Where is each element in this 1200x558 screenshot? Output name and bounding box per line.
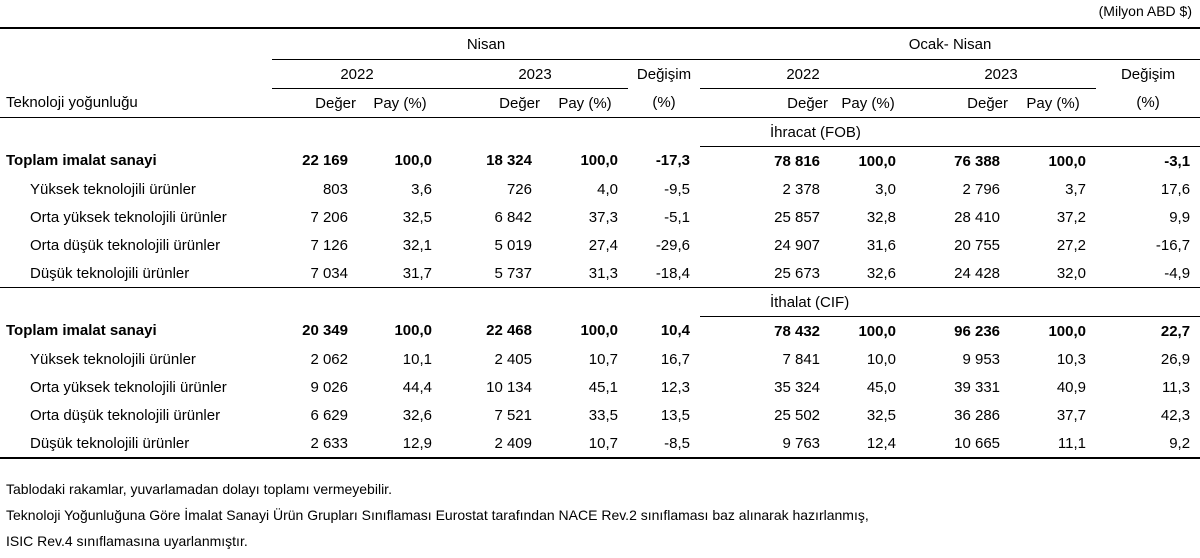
table-cell: 78 816 [774, 152, 821, 170]
table-cell: 32,8 [866, 208, 897, 226]
table-cell: 18 324 [486, 152, 532, 170]
header-row-year [0, 60, 1200, 89]
section-title-row [0, 288, 1200, 317]
table-cell: 6 629 [310, 406, 348, 424]
table-cell: 100,0 [858, 322, 897, 340]
table-row [0, 259, 1200, 288]
table-cell: 9,9 [1169, 208, 1191, 226]
table-cell: 10,4 [660, 322, 691, 340]
table-cell: 39 331 [954, 378, 1001, 396]
table-cell: -17,3 [655, 152, 691, 170]
table-cell: 37,7 [1056, 406, 1087, 424]
table-cell: 40,9 [1056, 378, 1087, 396]
table-cell: 803 [322, 180, 348, 198]
table-cell: 22,7 [1160, 322, 1191, 340]
table-row-total [0, 147, 1200, 176]
row-label: Düşük teknolojili ürünler [30, 264, 190, 282]
table-cell: -29,6 [655, 236, 691, 254]
table-row [0, 429, 1200, 458]
table-cell: 17,6 [1160, 180, 1191, 198]
table-row [0, 175, 1200, 203]
table-cell: 20 349 [302, 322, 348, 340]
header-change-cum: Değişim [1120, 65, 1176, 83]
header-share: Pay (%) [542, 89, 628, 118]
header-row-period [0, 28, 1200, 60]
section-title: İthalat (CIF) [700, 288, 1200, 317]
table-cell: -3,1 [1164, 152, 1191, 170]
table-cell: 2 409 [442, 429, 542, 458]
table-cell: 31,3 [588, 264, 618, 282]
table-cell: 27,2 [1056, 236, 1087, 254]
table-cell: 3,6 [411, 180, 432, 198]
table-cell: 2 633 [272, 429, 358, 458]
table-cell: 11,3 [1161, 378, 1191, 396]
header-year-2023-cum: 2023 [906, 60, 1096, 89]
table-cell: 7 126 [310, 236, 348, 254]
table-cell: 33,5 [588, 406, 618, 424]
table-cell: 22 468 [486, 322, 532, 340]
table-cell: 10,1 [402, 350, 432, 368]
header-share: Pay (%) [830, 89, 906, 118]
row-label: Toplam imalat sanayi [6, 322, 157, 340]
notes [6, 476, 869, 554]
table-cell: 24 907 [774, 236, 821, 254]
table-cell: 76 388 [954, 152, 1001, 170]
note: ISIC Rev.4 sınıflamasına uyarlanmıştır. [6, 533, 248, 549]
unit-label: (Milyon ABD $) [1098, 3, 1192, 19]
table-cell: 25 857 [774, 208, 821, 226]
table-cell: 10,3 [1056, 350, 1087, 368]
table-cell: 96 236 [954, 322, 1001, 340]
table-cell: 31,6 [866, 236, 897, 254]
table-cell: 10 134 [486, 378, 532, 396]
table-cell: 37,2 [1056, 208, 1087, 226]
header-year-2022-cum: 2022 [700, 60, 906, 89]
header-row-label: Teknoloji yoğunluğu [0, 89, 272, 118]
table-cell: 3,0 [875, 180, 897, 198]
table-cell: 2 405 [494, 350, 532, 368]
table-cell: 25 502 [774, 406, 821, 424]
table-cell: 3,7 [1065, 180, 1087, 198]
table-cell: 31,7 [402, 264, 432, 282]
row-label: Orta düşük teknolojili ürünler [30, 236, 221, 254]
table-cell: 10 665 [906, 429, 1010, 458]
header-change-pct: (%) [628, 89, 700, 118]
row-label: Toplam imalat sanayi [6, 152, 157, 170]
note: Tablodaki rakamlar, yuvarlamadan dolayı toplamı vermeyebilir. [6, 481, 392, 497]
table-row [0, 231, 1200, 259]
table-cell: 100,0 [580, 152, 618, 170]
header-value: Değer [700, 89, 830, 118]
table-cell: 5 737 [494, 264, 532, 282]
table-cell: 12,3 [660, 378, 691, 396]
header-year-2023-month: 2023 [442, 60, 628, 89]
section-title: İhracat (FOB) [700, 118, 1200, 147]
table-cell: -4,9 [1164, 264, 1191, 282]
table-cell: 10,0 [866, 350, 897, 368]
table-cell: 7 841 [782, 350, 821, 368]
table-cell: 6 842 [494, 208, 532, 226]
header-value: Değer [272, 89, 358, 118]
header-period-month: Nisan [272, 28, 700, 60]
table-cell: -18,4 [655, 264, 691, 282]
header-share: Pay (%) [1010, 89, 1096, 118]
table-cell: 100,0 [580, 322, 618, 340]
row-label: Orta yüksek teknolojili ürünler [30, 208, 227, 226]
table-cell: 78 432 [774, 322, 821, 340]
table-cell: 32,1 [402, 236, 432, 254]
table-cell: 726 [506, 180, 532, 198]
table-row [0, 401, 1200, 429]
table-cell: 25 673 [774, 264, 821, 282]
header-change-month: Değişim [636, 65, 692, 83]
table-cell: 37,3 [588, 208, 618, 226]
table-cell: 100,0 [1048, 322, 1087, 340]
table-cell: 2 378 [782, 180, 821, 198]
note: Teknoloji Yoğunluğuna Göre İmalat Sanayi Ürün Grupları Sınıflaması Eurostat tarafından NACE Rev.2 sınıflaması baz alınarak hazırlanmış, [6, 507, 869, 523]
table-cell: 7 034 [310, 264, 348, 282]
table-cell: 2 062 [310, 350, 348, 368]
table-cell: 10,7 [588, 350, 618, 368]
header-share: Pay (%) [358, 89, 442, 118]
row-label: Düşük teknolojili ürünler [0, 429, 272, 458]
table-cell: 9 953 [962, 350, 1001, 368]
table-cell: 11,1 [1010, 429, 1096, 458]
table-cell: -9,5 [664, 180, 691, 198]
header-period-cumulative: Ocak- Nisan [700, 28, 1200, 60]
table-cell: 9,2 [1096, 429, 1200, 458]
table-cell: 32,5 [866, 406, 897, 424]
table-cell: 32,6 [866, 264, 897, 282]
table-cell: 7 521 [494, 406, 532, 424]
section-title-row [0, 118, 1200, 147]
table-cell: 20 755 [954, 236, 1001, 254]
table-cell: 100,0 [858, 152, 897, 170]
table-cell: 16,7 [660, 350, 691, 368]
table-cell: 45,1 [588, 378, 618, 396]
table-body [0, 28, 1200, 458]
header-value: Değer [906, 89, 1010, 118]
table-row [0, 373, 1200, 401]
table-cell: 12,4 [830, 429, 906, 458]
table-cell: -5,1 [664, 208, 691, 226]
table-cell: 5 019 [494, 236, 532, 254]
technology-trade-table [0, 27, 1200, 459]
table-cell: 10,7 [542, 429, 628, 458]
table-cell: 42,3 [1160, 406, 1191, 424]
row-label: Orta yüksek teknolojili ürünler [30, 378, 227, 396]
table-cell: 32,6 [402, 406, 432, 424]
table-cell: 27,4 [588, 236, 618, 254]
table-cell: -16,7 [1155, 236, 1191, 254]
table-cell: 32,5 [402, 208, 432, 226]
table-row-total [0, 317, 1200, 346]
row-label: Orta düşük teknolojili ürünler [30, 406, 221, 424]
table-cell: 100,0 [1048, 152, 1087, 170]
header-row-columns [0, 89, 1200, 118]
table-cell: 100,0 [394, 322, 432, 340]
table-cell: 45,0 [866, 378, 897, 396]
table-cell: 44,4 [402, 378, 432, 396]
row-label: Yüksek teknolojili ürünler [30, 350, 196, 368]
table-cell: -8,5 [628, 429, 700, 458]
table-cell: 24 428 [954, 264, 1001, 282]
table-cell: 26,9 [1160, 350, 1191, 368]
table-cell: 35 324 [774, 378, 821, 396]
row-label: Yüksek teknolojili ürünler [30, 180, 196, 198]
table-cell: 36 286 [954, 406, 1001, 424]
table-cell: 4,0 [597, 180, 618, 198]
table-cell: 2 796 [962, 180, 1001, 198]
table-cell: 32,0 [1056, 264, 1087, 282]
header-year-2022-month: 2022 [272, 60, 442, 89]
table-row [0, 203, 1200, 231]
table-cell: 28 410 [954, 208, 1001, 226]
table-cell: 100,0 [394, 152, 432, 170]
table-cell: 9 763 [700, 429, 830, 458]
header-value: Değer [442, 89, 542, 118]
header-change-pct: (%) [1096, 89, 1200, 118]
table-cell: 12,9 [358, 429, 442, 458]
table-row [0, 345, 1200, 373]
table-cell: 22 169 [302, 152, 348, 170]
table-cell: 7 206 [310, 208, 348, 226]
table-cell: 9 026 [310, 378, 348, 396]
table-cell: 13,5 [660, 406, 691, 424]
